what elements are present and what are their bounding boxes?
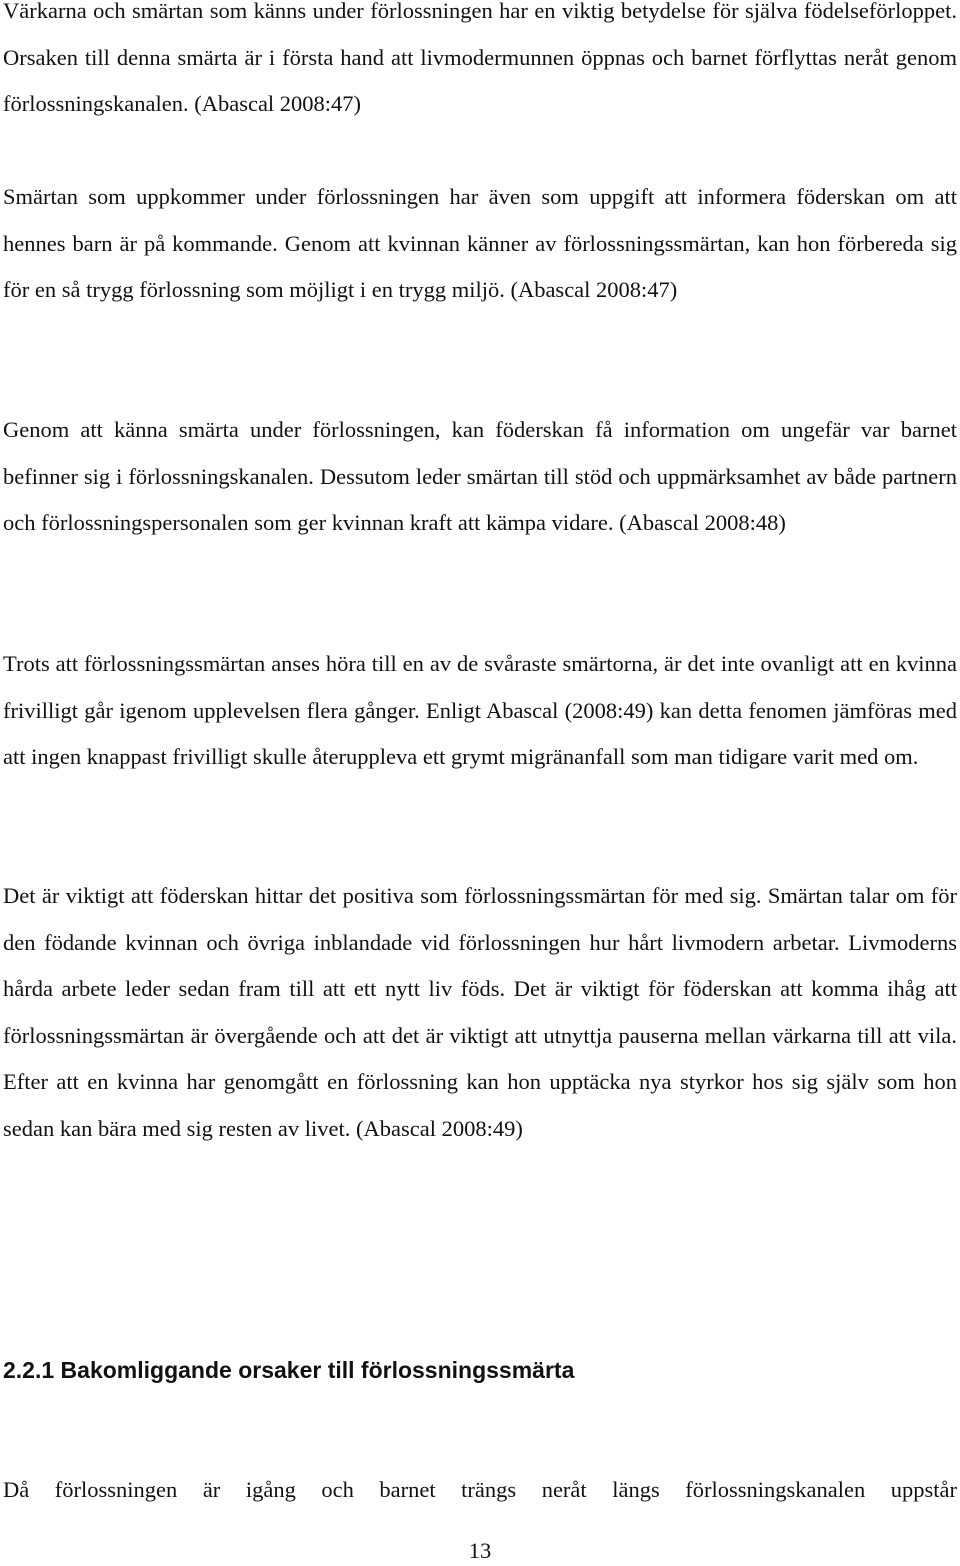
paragraph-repeat-experience: Trots att förlossningssmärtan anses höra till en av de svåraste smärtorna, är det inte ovanligt att en kvinna frivilligt går igenom upplevelsen flera gånger. Enligt Abascal (2008:49) kan detta fenomen jämföras med att ingen knappast frivilligt skulle återuppleva ett grymt migränanfall som man tidigare varit med om. (3, 651, 957, 769)
section-heading: 2.2.1 Bakomliggande orsaker till förlossningssmärta (3, 1357, 575, 1383)
paragraph-pain-location: Genom att känna smärta under förlossningen, kan föderskan få information om ungefär var barnet befinner sig i förlossningskanalen. Dessutom leder smärtan till stöd och uppmärksamhet av både partnern och förlossningspersonalen som ger kvinnan kraft att kämpa vidare. (Abascal 2008:48) (3, 417, 957, 535)
paragraph-contractions-pain: Värkarna och smärtan som känns under förlossningen har en viktig betydelse för själva födelseförloppet. Orsaken till denna smärta är i första hand att livmodermunnen öppnas och barnet förflyttas neråt genom förlossningskanalen. (Abascal 2008:47) (3, 0, 957, 116)
paragraph-underlying-causes: Då förlossningen är igång och barnet trängs neråt längs förlossningskanalen uppstår (3, 1477, 957, 1502)
paragraph-pain-informs: Smärtan som uppkommer under förlossningen har även som uppgift att informera föderskan om att hennes barn är på kommande. Genom att kvinnan känner av förlossningssmärtan, kan hon förbereda sig för en så trygg förlossning som möjligt i en trygg miljö. (Abascal 2008:47) (3, 184, 957, 302)
paragraph-positive-pain: Det är viktigt att föderskan hittar det positiva som förlossningssmärtan för med sig. Smärtan talar om för den födande kvinnan och övriga inblandade vid förlossningen hur hårt livmodern arbetar. Livmoderns hårda arbete leder sedan fram till att ett nytt liv föds. Det är viktigt för föderskan att komma ihåg att förlossningssmärtan är övergående och att det är viktigt att utnyttja pauserna mellan värkarna till att vila. Efter att en kvinna har genomgått en förlossning kan hon upptäcka nya styrkor hos sig själv som hon sedan kan bära med sig resten av livet. (Abascal 2008:49) (3, 883, 957, 1141)
page-number: 13 (468, 1538, 492, 1563)
